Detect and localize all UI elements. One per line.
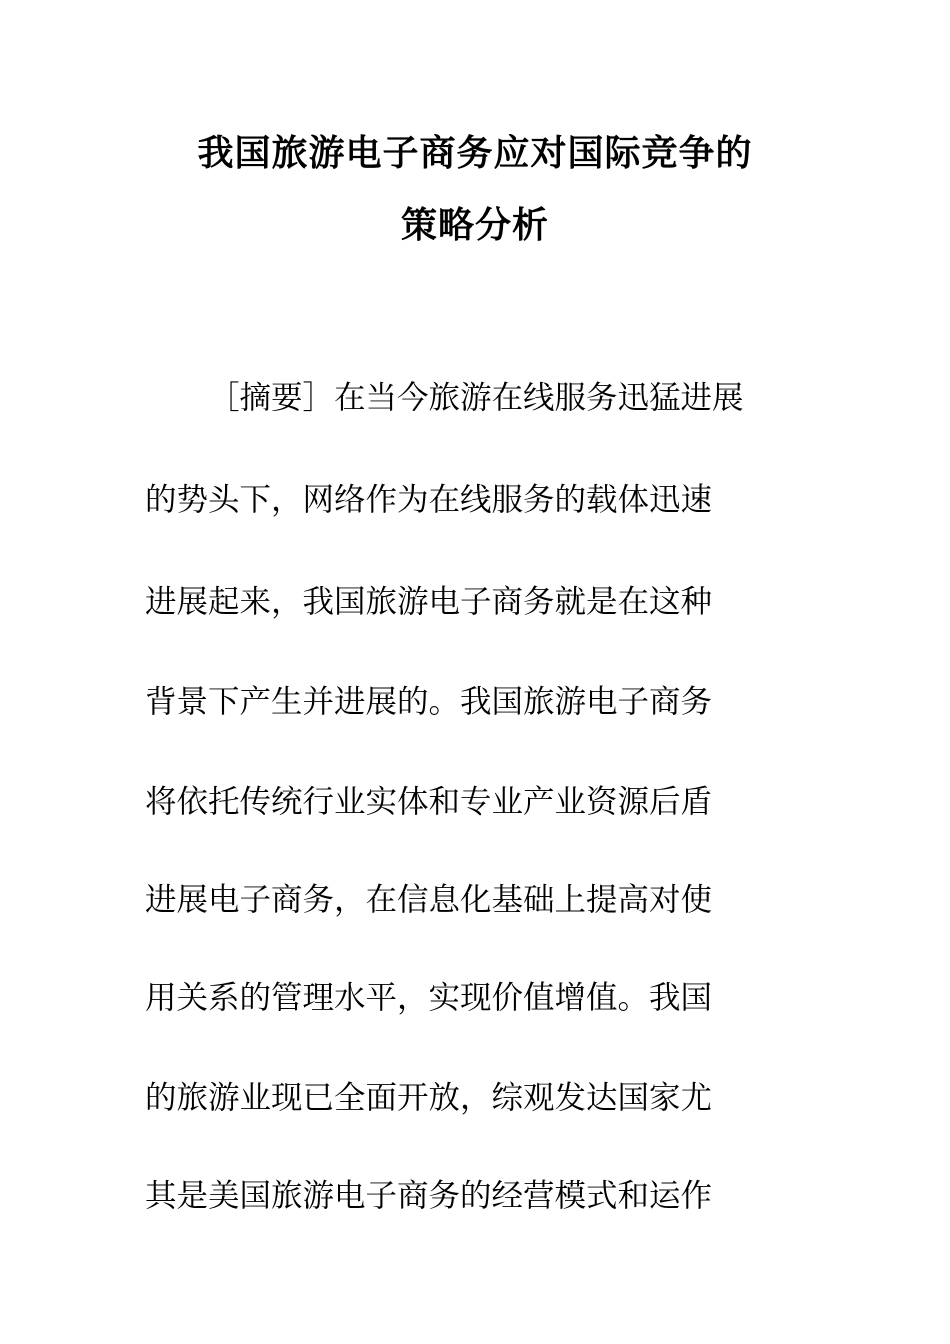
- abstract-line: 进展起来，我国旅游电子商务就是在这种: [145, 584, 713, 620]
- document-title-line-1: 我国旅游电子商务应对国际竞争的: [197, 132, 753, 174]
- abstract-line: 用关系的管理水平，实现价值增值。我国: [145, 980, 713, 1016]
- document-title-line-2: 策略分析: [400, 204, 549, 246]
- abstract-line: 将依托传统行业实体和专业产业资源后盾: [145, 784, 713, 820]
- abstract-line: 进展电子商务，在信息化基础上提高对使: [145, 882, 713, 918]
- abstract-line: 的旅游业现已全面开放，综观发达国家尤: [145, 1080, 713, 1116]
- abstract-line: 其是美国旅游电子商务的经营模式和运作: [145, 1178, 713, 1214]
- abstract-line: 背景下产生并进展的。我国旅游电子商务: [145, 684, 713, 720]
- abstract-line: 的势头下，网络作为在线服务的载体迅速: [145, 482, 713, 518]
- abstract-line: ［摘要］在当今旅游在线服务迅猛进展: [208, 380, 744, 416]
